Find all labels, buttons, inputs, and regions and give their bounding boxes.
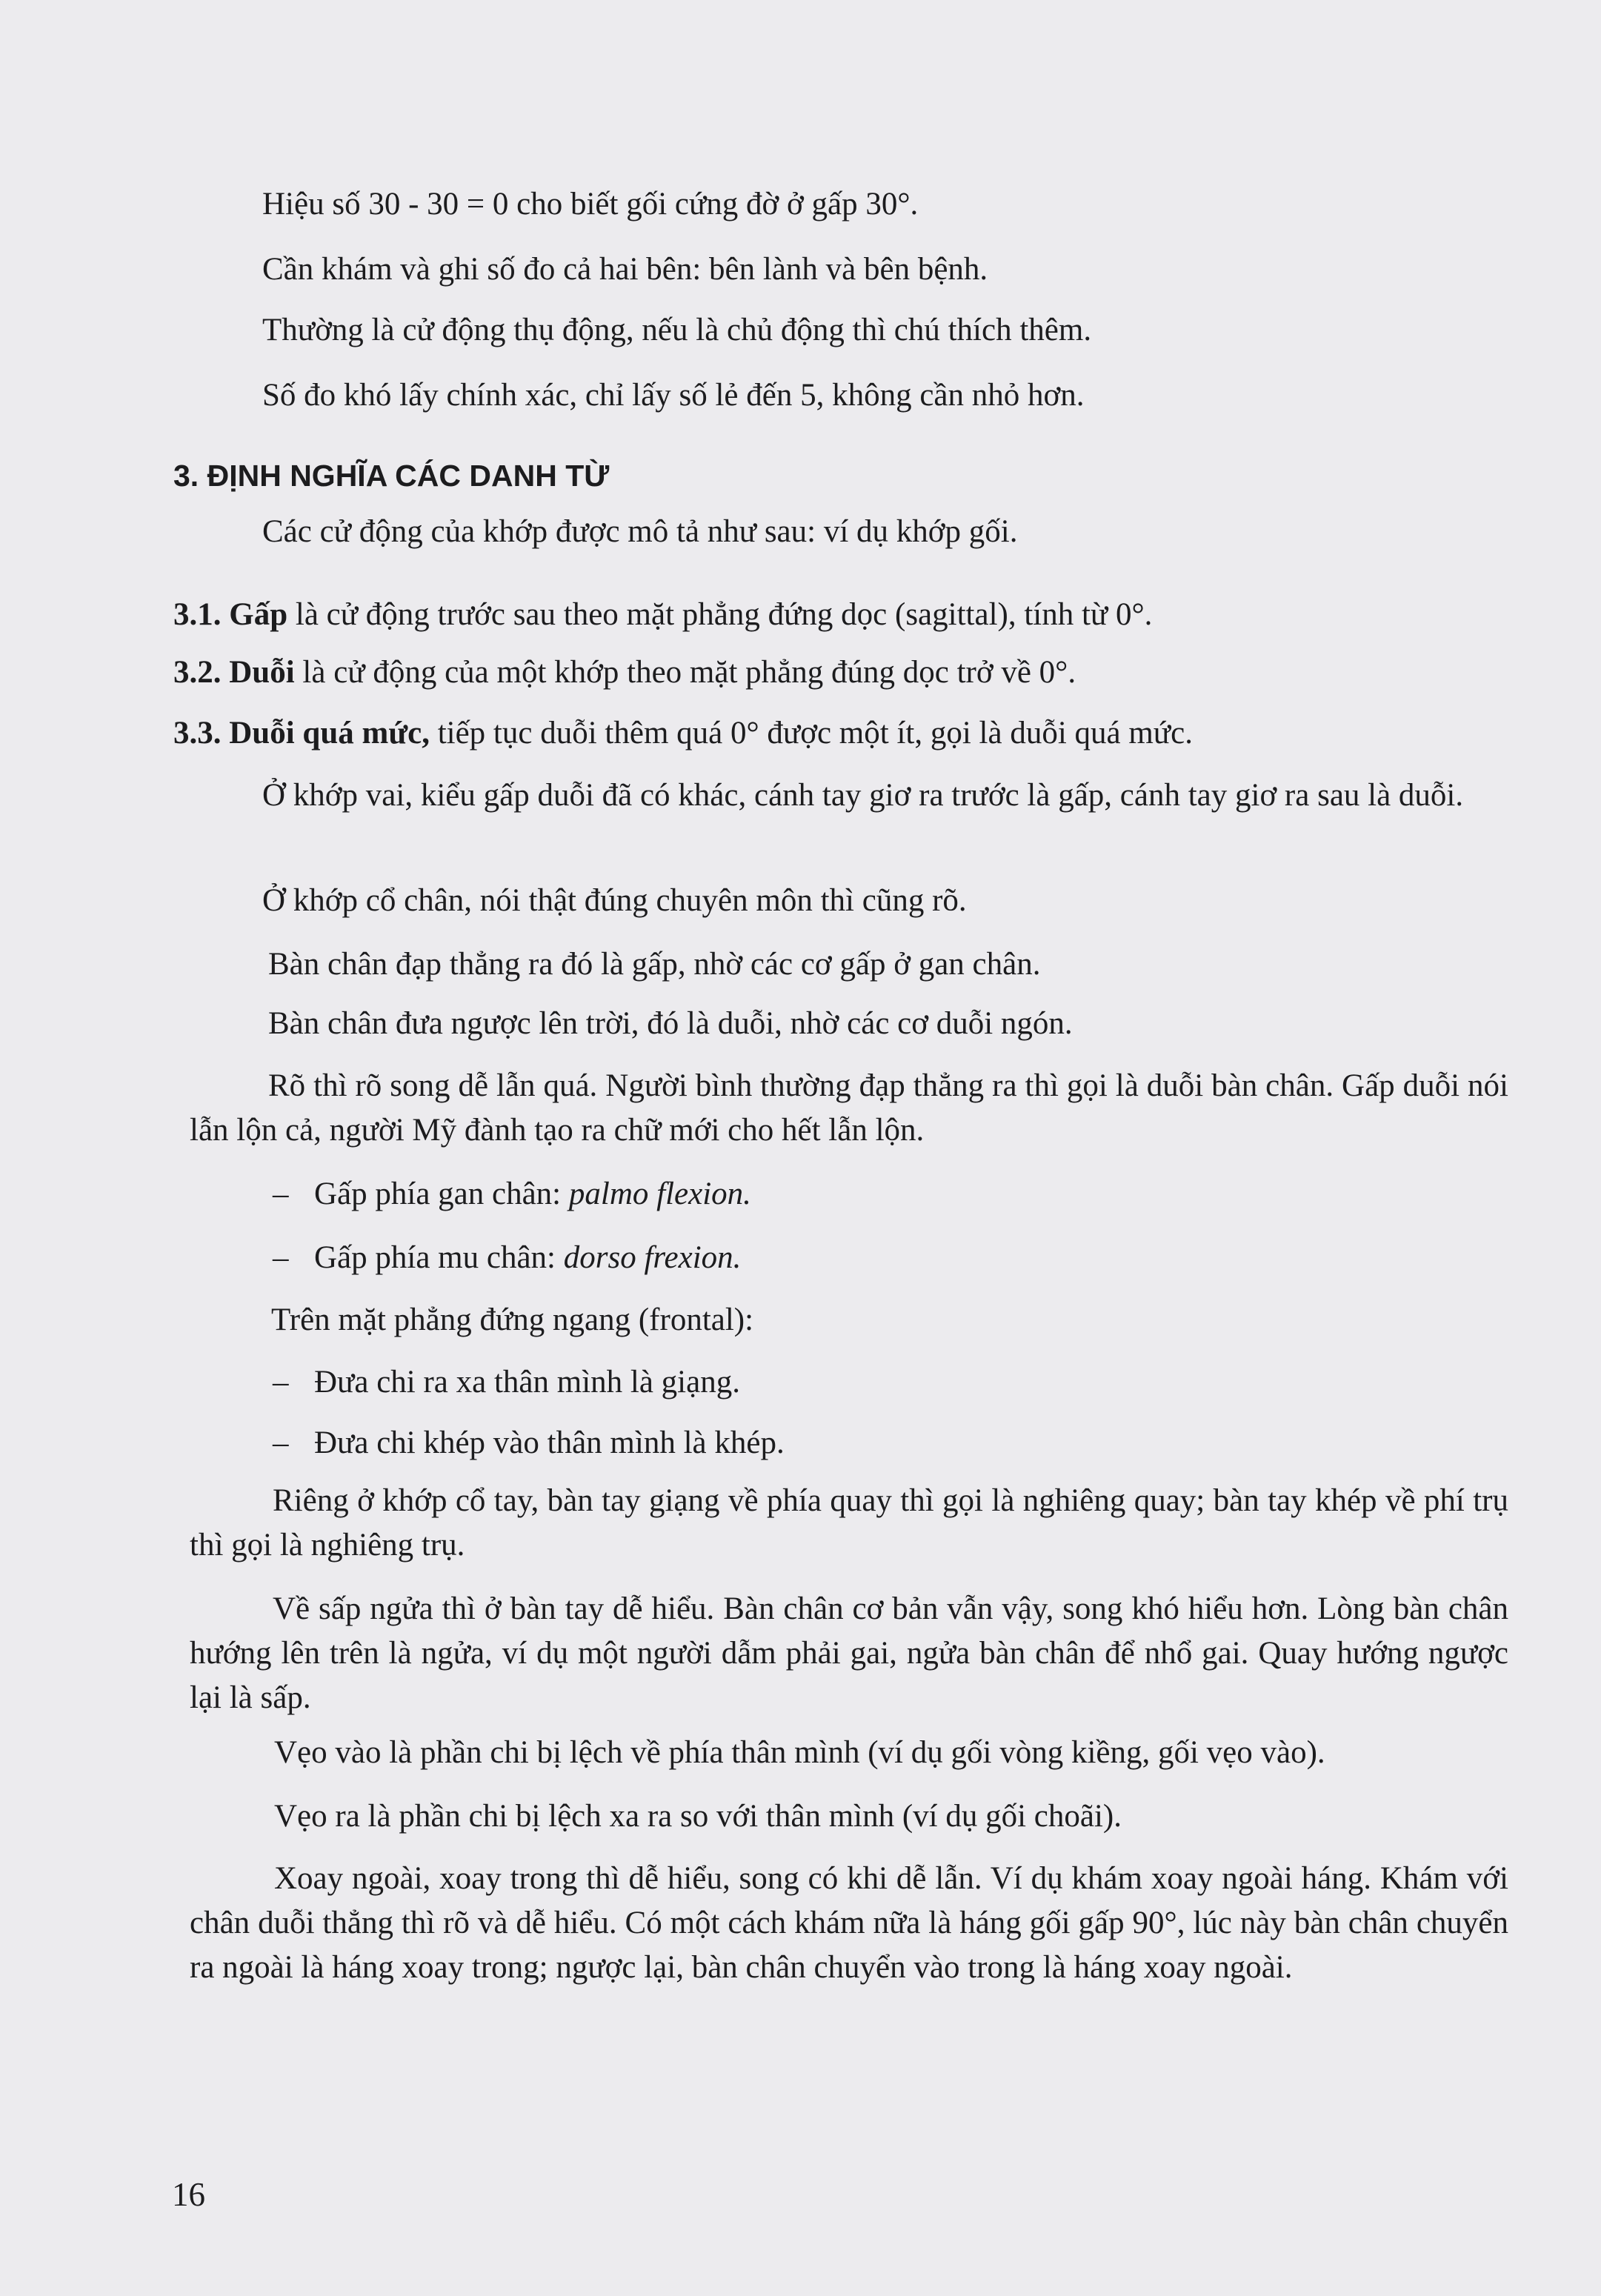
- definition-term: Gấp: [229, 597, 288, 632]
- term-dorsal-flexion: [273, 1236, 1601, 1280]
- term-label: Gấp phía mu chân:: [314, 1240, 564, 1275]
- term-label: Gấp phía gan chân:: [314, 1177, 569, 1211]
- dash-bullet: –: [273, 1365, 289, 1400]
- paragraph-valgus: Vẹo ra là phần chi bị lệch xa ra so với thân mình (ví dụ gối choãi).: [274, 1799, 1122, 1834]
- definition-flexion: [173, 593, 1601, 637]
- term-latin: dorso frexion.: [563, 1240, 742, 1275]
- dash-bullet: –: [273, 1425, 289, 1460]
- list-item-abduction: [273, 1360, 1601, 1405]
- definition-number: 3.2.: [173, 655, 222, 690]
- definition-number: 3.1.: [173, 597, 222, 632]
- page-number: 16: [172, 2176, 205, 2213]
- definition-term: Duỗi quá mức,: [229, 716, 430, 751]
- definition-term: Duỗi: [229, 655, 295, 690]
- paragraph-rotation: Xoay ngoài, xoay trong thì dễ hiểu, song có khi dễ lẫn. Ví dụ khám xoay ngoài háng. Khám với chân duỗi thẳng thì rõ và dễ hiểu. Có một cách khám nữa là háng gối gấp 90°, lúc này bàn chân chuyển ra ngoài là háng xoay trong; ngược lại, bàn chân chuyển vào trong là háng xoay ngoài.: [190, 1861, 1508, 1985]
- definition-hyperextension: [173, 711, 1601, 756]
- paragraph-intro-3: Thường là cử động thụ động, nếu là chủ động thì chú thích thêm.: [262, 313, 1092, 347]
- list-item-adduction: [273, 1421, 1601, 1465]
- dash-bullet: –: [273, 1177, 289, 1211]
- list-item-text: Đưa chi ra xa thân mình là giạng.: [314, 1365, 740, 1400]
- paragraph-ankle-flexion: Bàn chân đạp thẳng ra đó là gấp, nhờ các cơ gấp ở gan chân.: [268, 947, 1041, 982]
- definition-number: 3.3.: [173, 716, 222, 751]
- paragraph-ankle: Ở khớp cổ chân, nói thật đúng chuyên môn thì cũng rõ.: [262, 883, 967, 918]
- paragraph-intro-4: Số đo khó lấy chính xác, chỉ lấy số lẻ đến 5, không cần nhỏ hơn.: [262, 378, 1085, 413]
- paragraph-varus: Vẹo vào là phần chi bị lệch về phía thân mình (ví dụ gối vòng kiềng, gối vẹo vào).: [274, 1735, 1325, 1770]
- definition-text: tiếp tục duỗi thêm quá 0° được một ít, gọi là duỗi quá mức.: [429, 716, 1193, 751]
- paragraph-confusion: Rõ thì rõ song dễ lẫn quá. Người bình thường đạp thẳng ra thì gọi là duỗi bàn chân. Gấp duỗi nói lẫn lộn cả, người Mỹ đành tạo ra chữ mới cho hết lẫn lộn.: [190, 1068, 1508, 1148]
- section-intro: Các cử động của khớp được mô tả như sau: ví dụ khớp gối.: [262, 514, 1018, 549]
- paragraph-frontal: Trên mặt phẳng đứng ngang (frontal):: [271, 1302, 754, 1337]
- paragraph-intro-2: Cần khám và ghi số đo cả hai bên: bên lành và bên bệnh.: [262, 252, 988, 287]
- section-heading: 3. ĐỊNH NGHĨA CÁC DANH TỪ: [173, 459, 610, 493]
- list-item-text: Đưa chi khép vào thân mình là khép.: [314, 1425, 785, 1460]
- dash-bullet: –: [273, 1240, 289, 1275]
- definition-text: là cử động trước sau theo mặt phẳng đứng dọc (sagittal), tính từ 0°.: [287, 597, 1153, 632]
- paragraph-ankle-extension: Bàn chân đưa ngược lên trời, đó là duỗi, nhờ các cơ duỗi ngón.: [268, 1006, 1073, 1041]
- term-latin: palmo flexion.: [568, 1177, 751, 1211]
- paragraph-pronation: Về sấp ngửa thì ở bàn tay dễ hiểu. Bàn chân cơ bản vẫn vậy, song khó hiểu hơn. Lòng bàn chân hướng lên trên là ngửa, ví dụ một người dẫm phải gai, ngửa bàn chân để nhổ gai. Quay hướng ngược lại là sấp.: [190, 1591, 1508, 1715]
- term-plantar-flexion: [273, 1172, 1601, 1217]
- paragraph-shoulder: Ở khớp vai, kiểu gấp duỗi đã có khác, cánh tay giơ ra trước là gấp, cánh tay giơ ra sau là duỗi.: [262, 778, 1464, 813]
- definition-text: là cử động của một khớp theo mặt phẳng đúng dọc trở về 0°.: [294, 655, 1076, 690]
- paragraph-wrist: Riêng ở khớp cổ tay, bàn tay giạng về phía quay thì gọi là nghiêng quay; bàn tay khép về phí trụ thì gọi là nghiêng trụ.: [190, 1483, 1508, 1563]
- paragraph-intro-1: Hiệu số 30 - 30 = 0 cho biết gối cứng đờ ở gấp 30°.: [262, 187, 919, 222]
- definition-extension: [173, 650, 1601, 695]
